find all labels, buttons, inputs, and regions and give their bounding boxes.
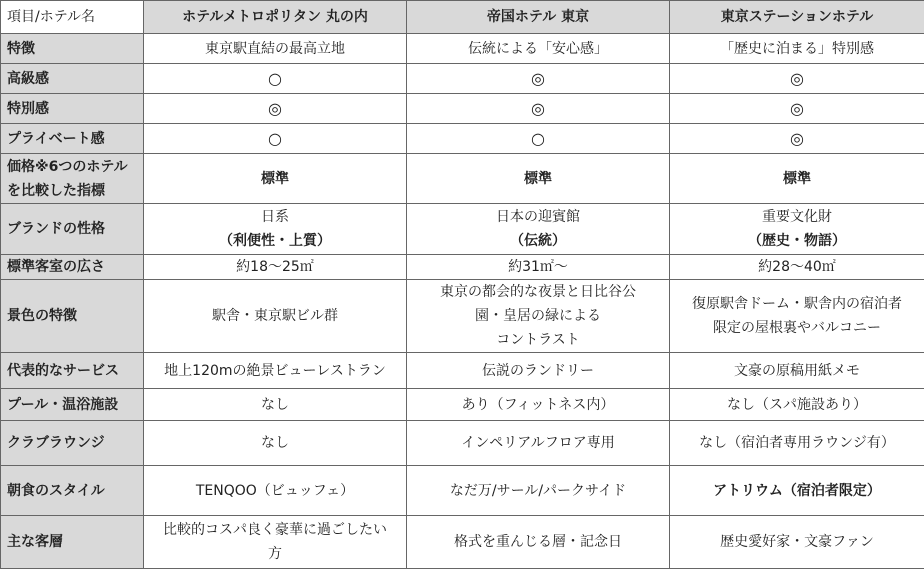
table-row: [1, 353, 924, 389]
cell-line: 重要文化財: [673, 205, 921, 229]
hotel-name-imperial: 帝国ホテル 東京: [407, 1, 670, 34]
table-cell: 標準: [670, 154, 924, 204]
table-cell: なし: [144, 421, 407, 466]
table-row: [1, 255, 924, 280]
table-row: [1, 280, 924, 353]
corner-header: 項目/ホテル名: [1, 1, 144, 34]
table-cell: [670, 280, 924, 353]
table-cell: アトリウム（宿泊者限定）: [670, 466, 924, 516]
table-row: [1, 34, 924, 64]
row-label-service: 代表的なサービス: [1, 353, 144, 389]
table-row: [1, 389, 924, 421]
rating-mark: ◎: [144, 94, 407, 124]
rating-mark: ◎: [670, 64, 924, 94]
rating-mark: ○: [144, 124, 407, 154]
row-label-luxury: 高級感: [1, 64, 144, 94]
table-cell: 地上120mの絶景ビューレストラン: [144, 353, 407, 389]
rating-mark: ○: [144, 64, 407, 94]
table-cell: あり（フィットネス内）: [407, 389, 670, 421]
cell-line: （伝統）: [410, 229, 666, 253]
table-cell: [144, 204, 407, 255]
cell-line: 限定の屋根裏やバルコニー: [673, 316, 921, 340]
table-cell: 歴史愛好家・文豪ファン: [670, 516, 924, 569]
rating-mark: ◎: [670, 124, 924, 154]
table-cell: [407, 204, 670, 255]
cell-line: コントラスト: [410, 328, 666, 352]
table-cell: 東京駅直結の最高立地: [144, 34, 407, 64]
cell-line: 東京の都会的な夜景と日比谷公: [410, 280, 666, 304]
table-cell: 駅舎・東京駅ビル群: [144, 280, 407, 353]
table-cell: 格式を重んじる層・記念日: [407, 516, 670, 569]
rating-mark: ◎: [407, 94, 670, 124]
rating-mark: ○: [407, 124, 670, 154]
hotel-name-metropolitan: ホテルメトロポリタン 丸の内: [144, 1, 407, 34]
rating-mark: ◎: [670, 94, 924, 124]
table-row: [1, 94, 924, 124]
table-cell: 伝説のランドリー: [407, 353, 670, 389]
table-cell: 標準: [144, 154, 407, 204]
cell-line: 日系: [147, 205, 403, 229]
row-label-features: 特徴: [1, 34, 144, 64]
row-label-breakfast: 朝食のスタイル: [1, 466, 144, 516]
table-row: [1, 466, 924, 516]
table-cell: なし（スパ施設あり）: [670, 389, 924, 421]
header-row: [1, 1, 924, 34]
table-row: [1, 154, 924, 204]
row-label-privacy: プライベート感: [1, 124, 144, 154]
row-label-view: 景色の特徴: [1, 280, 144, 353]
table-cell: [670, 204, 924, 255]
table-cell: インペリアルフロア専用: [407, 421, 670, 466]
table-row: [1, 204, 924, 255]
row-label-clientele: 主な客層: [1, 516, 144, 569]
rating-mark: ◎: [407, 64, 670, 94]
table-cell: 約28〜40㎡: [670, 255, 924, 280]
table-cell: [407, 280, 670, 353]
table-row: [1, 64, 924, 94]
cell-line: 比較的コスパ良く豪華に過ごしたい: [147, 518, 403, 542]
row-label-specialness: 特別感: [1, 94, 144, 124]
table-cell: 約31㎡〜: [407, 255, 670, 280]
row-label-brand: ブランドの性格: [1, 204, 144, 255]
table-cell: 「歴史に泊まる」特別感: [670, 34, 924, 64]
cell-line: 復原駅舎ドーム・駅舎内の宿泊者: [673, 292, 921, 316]
table-row: [1, 516, 924, 569]
table-cell: 標準: [407, 154, 670, 204]
table-cell: 約18〜25㎡: [144, 255, 407, 280]
table-cell: なだ万/サール/パークサイド: [407, 466, 670, 516]
table-cell: なし（宿泊者専用ラウンジ有）: [670, 421, 924, 466]
row-label-price: 価格※6つのホテルを比較した指標: [1, 154, 144, 204]
table-cell: なし: [144, 389, 407, 421]
row-label-room-size: 標準客室の広さ: [1, 255, 144, 280]
table-cell: 文豪の原稿用紙メモ: [670, 353, 924, 389]
table-cell: [144, 516, 407, 569]
row-label-pool: プール・温浴施設: [1, 389, 144, 421]
cell-line: （歴史・物語）: [673, 229, 921, 253]
cell-line: 園・皇居の緑による: [410, 304, 666, 328]
table-row: [1, 421, 924, 466]
cell-line: （利便性・上質）: [147, 229, 403, 253]
table-cell: 伝統による「安心感」: [407, 34, 670, 64]
cell-line: 方: [147, 542, 403, 566]
hotel-name-station: 東京ステーションホテル: [670, 1, 924, 34]
cell-line: 日本の迎賓館: [410, 205, 666, 229]
table-cell: TENQOO（ビュッフェ）: [144, 466, 407, 516]
row-label-lounge: クラブラウンジ: [1, 421, 144, 466]
table-row: [1, 124, 924, 154]
